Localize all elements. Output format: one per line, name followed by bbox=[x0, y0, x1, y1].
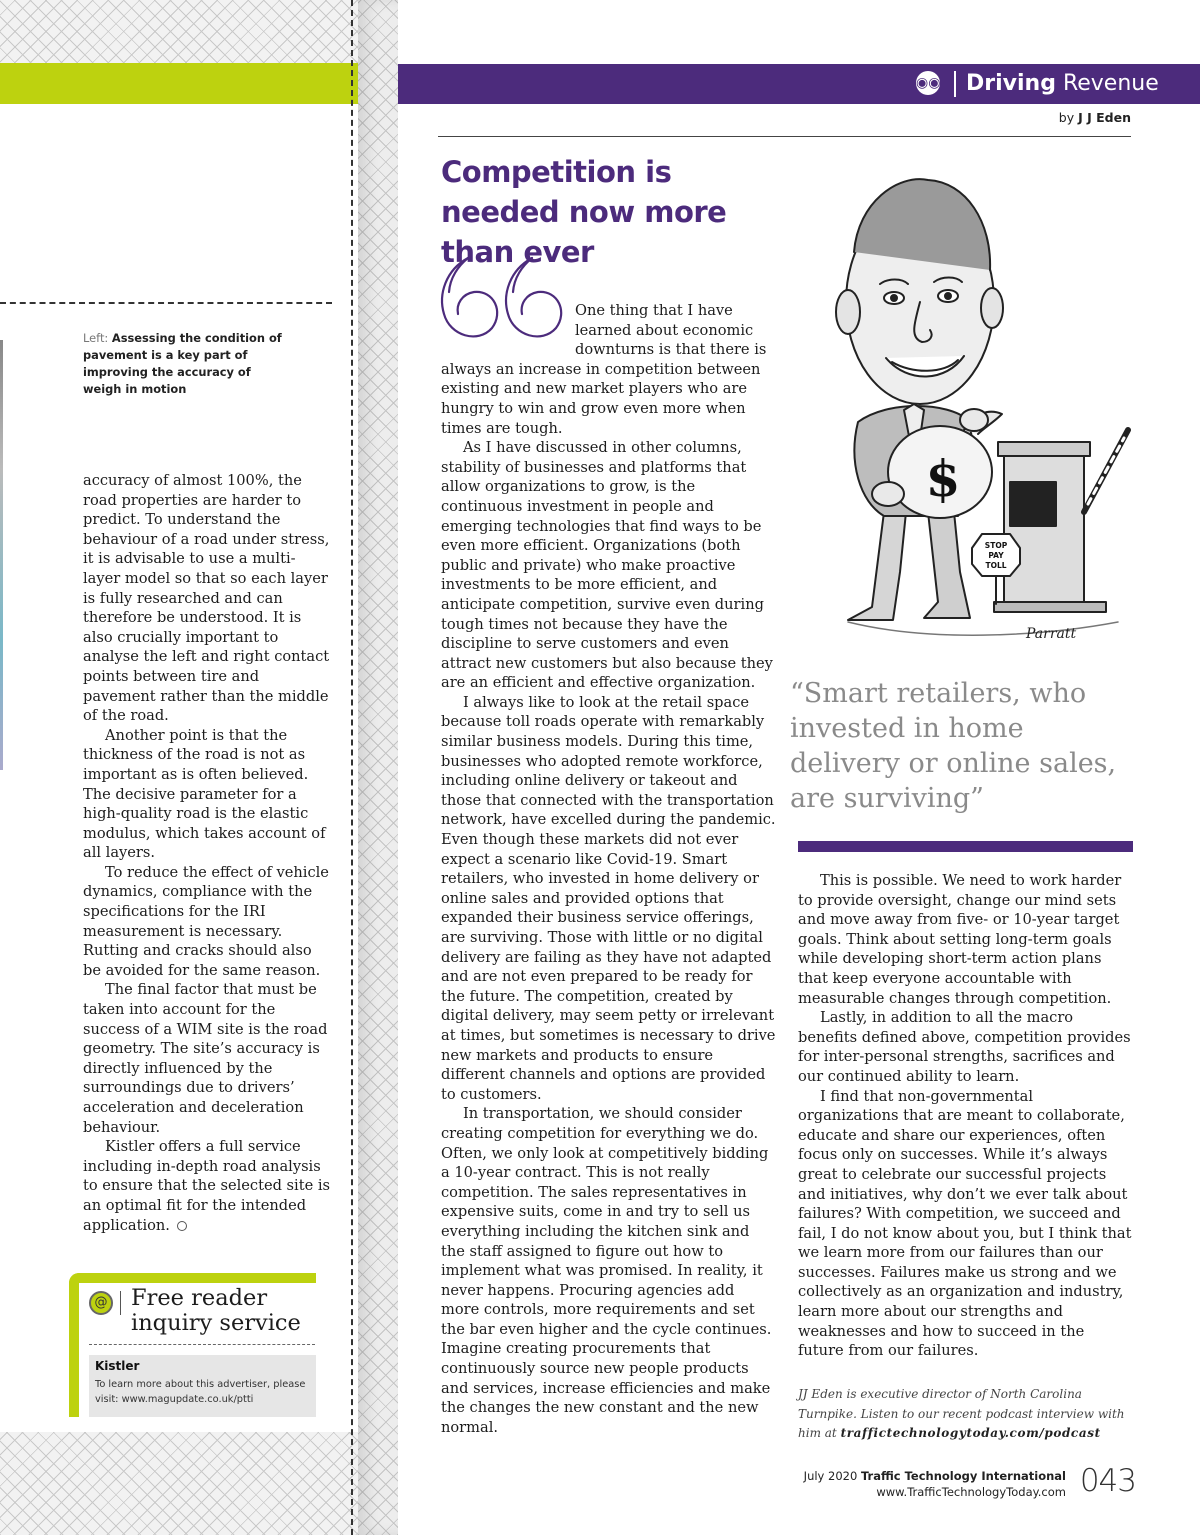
article-paragraph: I always like to look at the retail space because toll roads operate with remarkably similar business models. During this time, businesses who adopted remote workforce, including online delivery or takeout and those that connected with the transportation network, have excelled during the pandemic. Even though these markets did not ever expect a scenario like Covid-19. Smart retailers, who invested in home delivery or online sales and provided options that expanded their business service offerings, are surviving. Those with little or no digital delivery are failing as they have not adapted and are not even prepared to be ready for the future. The competition, created by digital delivery, may seem petty or irrelevant at times, but sometimes is necessary to drive new markets and products to ensure different channels and options are provided to customers. bbox=[441, 693, 776, 1103]
at-sign-icon: @ bbox=[89, 1291, 113, 1315]
left-article-body bbox=[83, 471, 331, 1235]
hatch-pattern-top bbox=[0, 0, 372, 64]
page-number: 043 bbox=[1079, 1463, 1136, 1499]
left-paragraph-text: Kistler offers a full service including in-depth road analysis to ensure that the selected site is an optimal fit for the intended application. bbox=[83, 1138, 331, 1234]
left-paragraph-last bbox=[83, 1137, 331, 1235]
pull-quote-rule bbox=[798, 841, 1133, 852]
stop-sign-line-1: STOP bbox=[984, 541, 1008, 550]
photo-edge bbox=[0, 340, 3, 770]
section-title-rest: Revenue bbox=[1062, 71, 1159, 96]
section-title-bold: Driving bbox=[966, 71, 1056, 96]
section-title bbox=[966, 69, 1159, 99]
left-paragraph: Another point is that the thickness of the road is not as important as is often believed. The decisive parameter for a high-quality road is the elastic modulus, which takes account of all layers. bbox=[83, 726, 326, 862]
money-bag-symbol: $ bbox=[925, 449, 961, 508]
author-bio-text: JJ Eden is executive director of North Carolina Turnpike. Listen to our recent podcast interview with him at bbox=[798, 1387, 1125, 1440]
pull-quote: “Smart retailers, who invested in home delivery or online sales, are surviving” bbox=[790, 678, 1117, 814]
article-paragraph: Lastly, in addition to all the macro benefits defined above, competition provides for inter-personal strengths, sacrifices and our continued ability to learn. bbox=[798, 1009, 1131, 1085]
drop-quote-space bbox=[441, 301, 575, 359]
left-paragraph: accuracy of almost 100%, the road properties are harder to predict. To understand the behaviour of a road under stress, it is advisable to use a multi-layer model so that so each layer is fully researched and can therefore be understood. It is also crucially important to analyse the left and right contact points between tire and pavement rather than the middle of the road. bbox=[83, 472, 330, 725]
footer-issue bbox=[700, 1468, 1066, 1484]
author-bio bbox=[798, 1385, 1133, 1444]
left-paragraph: To reduce the effect of vehicle dynamics, compliance with the specifications for the IRI measurement is necessary. Rutting and cracks should also be avoided for the same reason. bbox=[83, 863, 329, 979]
article-column-1 bbox=[441, 301, 776, 1437]
stop-sign-line-2: PAY bbox=[988, 551, 1004, 560]
advertiser-name: Kistler bbox=[95, 1359, 140, 1373]
article-paragraph: I find that non-governmental organizations that are meant to collaborate, educate and share our experiences, often focus only on successes. While it’s always great to celebrate our successful projects and initiatives, why don’t we ever talk about failures? With competition, we succeed and fail, I do not know about you, but I think that we learn more from our failures than our successes. Failures make us strong and we collectively as an organization and industry, learn more about our strengths and weaknesses and how to succeed in the future from our failures. bbox=[798, 1087, 1132, 1360]
cut-line-horizontal bbox=[0, 302, 332, 304]
article-paragraph: This is possible. We need to work harder to provide oversight, change our mind sets and move away from five- or 10-year target goals. Think about setting long-term goals while developing short-term action plans that keep everyone accountable with measurable changes through competition. bbox=[798, 872, 1122, 1007]
inquiry-separator bbox=[120, 1291, 121, 1315]
podcast-link[interactable]: traffictechnologytoday.com/podcast bbox=[840, 1426, 1101, 1440]
reader-inquiry-box bbox=[69, 1273, 316, 1417]
left-header-band bbox=[0, 63, 372, 104]
byline-rule bbox=[438, 136, 1131, 137]
caricature-illustration bbox=[788, 152, 1136, 660]
left-paragraph: The final factor that must be taken into account for the success of a WIM site is the road geometry. The site’s accuracy is directly influenced by the surroundings due to drivers’ acceleration and deceleration behaviour. bbox=[83, 981, 328, 1136]
article-paragraph: In transportation, we should consider creating competition for everything we do. Often, we only look at competitively bidding a 10-year contract. This is not really competition. The sales representatives in expensive suits, come in and try to sell us everything including the kitchen sink and the staff assigned to figure out how to implement what was promised. In reality, it never happens. Procuring agencies add more controls, more requirements and set the bar even higher and the cycle continues. Imagine creating procurements that continuously source new people products and services, increase efficiencies and make the changes the new constant and the new normal. bbox=[441, 1105, 772, 1436]
caption-text: Assessing the condition of pavement is a key part of improving the accuracy of weigh in motion bbox=[83, 331, 282, 396]
cut-line-vertical bbox=[351, 0, 353, 1535]
owl-eyes-icon: ◉◉ bbox=[916, 71, 940, 95]
end-of-article-icon bbox=[177, 1221, 187, 1231]
footer-date: July 2020 bbox=[803, 1469, 858, 1483]
article-paragraph: As I have discussed in other columns, stability of businesses and platforms that allow organizations to grow, is the continuous investment in people and emerging technologies that find ways to be even more efficient. Organizations (both public and private) who make proactive investments to be more efficient, and anticipate competition, survive even during tough times not because they have the discipline to serve customers and even attract new customers but also because they are an efficient and effective organization. bbox=[441, 439, 773, 692]
inquiry-title: Free reader inquiry service bbox=[131, 1285, 301, 1336]
article-headline: Competition is needed now more than ever bbox=[441, 155, 727, 269]
inquiry-dashed-rule bbox=[89, 1344, 315, 1345]
page-fold bbox=[358, 0, 398, 1535]
byline-prefix: by bbox=[1058, 110, 1075, 125]
article-paragraph: One thing that I have learned about economic downturns is that there is always an increase in competition between existing and new market players who are hungry to win and grow even more when times are tough. bbox=[441, 302, 767, 437]
advertiser-card bbox=[89, 1355, 316, 1417]
article-column-2 bbox=[798, 871, 1133, 1361]
section-header-separator bbox=[954, 71, 956, 97]
photo-caption bbox=[83, 330, 283, 398]
inquiry-frame-top bbox=[69, 1273, 316, 1283]
hatch-pattern-bottom bbox=[0, 1432, 372, 1535]
left-page bbox=[0, 0, 372, 1535]
byline bbox=[960, 110, 1131, 125]
stop-sign-line-3: TOLL bbox=[985, 561, 1007, 570]
caption-lead: Left: bbox=[83, 331, 109, 345]
artist-signature: Parratt bbox=[1026, 626, 1077, 642]
inquiry-frame-left bbox=[69, 1273, 79, 1417]
footer-magazine: Traffic Technology International bbox=[860, 1469, 1066, 1483]
byline-author: J J Eden bbox=[1078, 110, 1131, 125]
advertiser-link-text[interactable]: To learn more about this advertiser, please visit: www.magupdate.co.uk/ptti bbox=[95, 1379, 306, 1405]
footer-url[interactable]: www.TrafficTechnologyToday.com bbox=[876, 1485, 1066, 1499]
